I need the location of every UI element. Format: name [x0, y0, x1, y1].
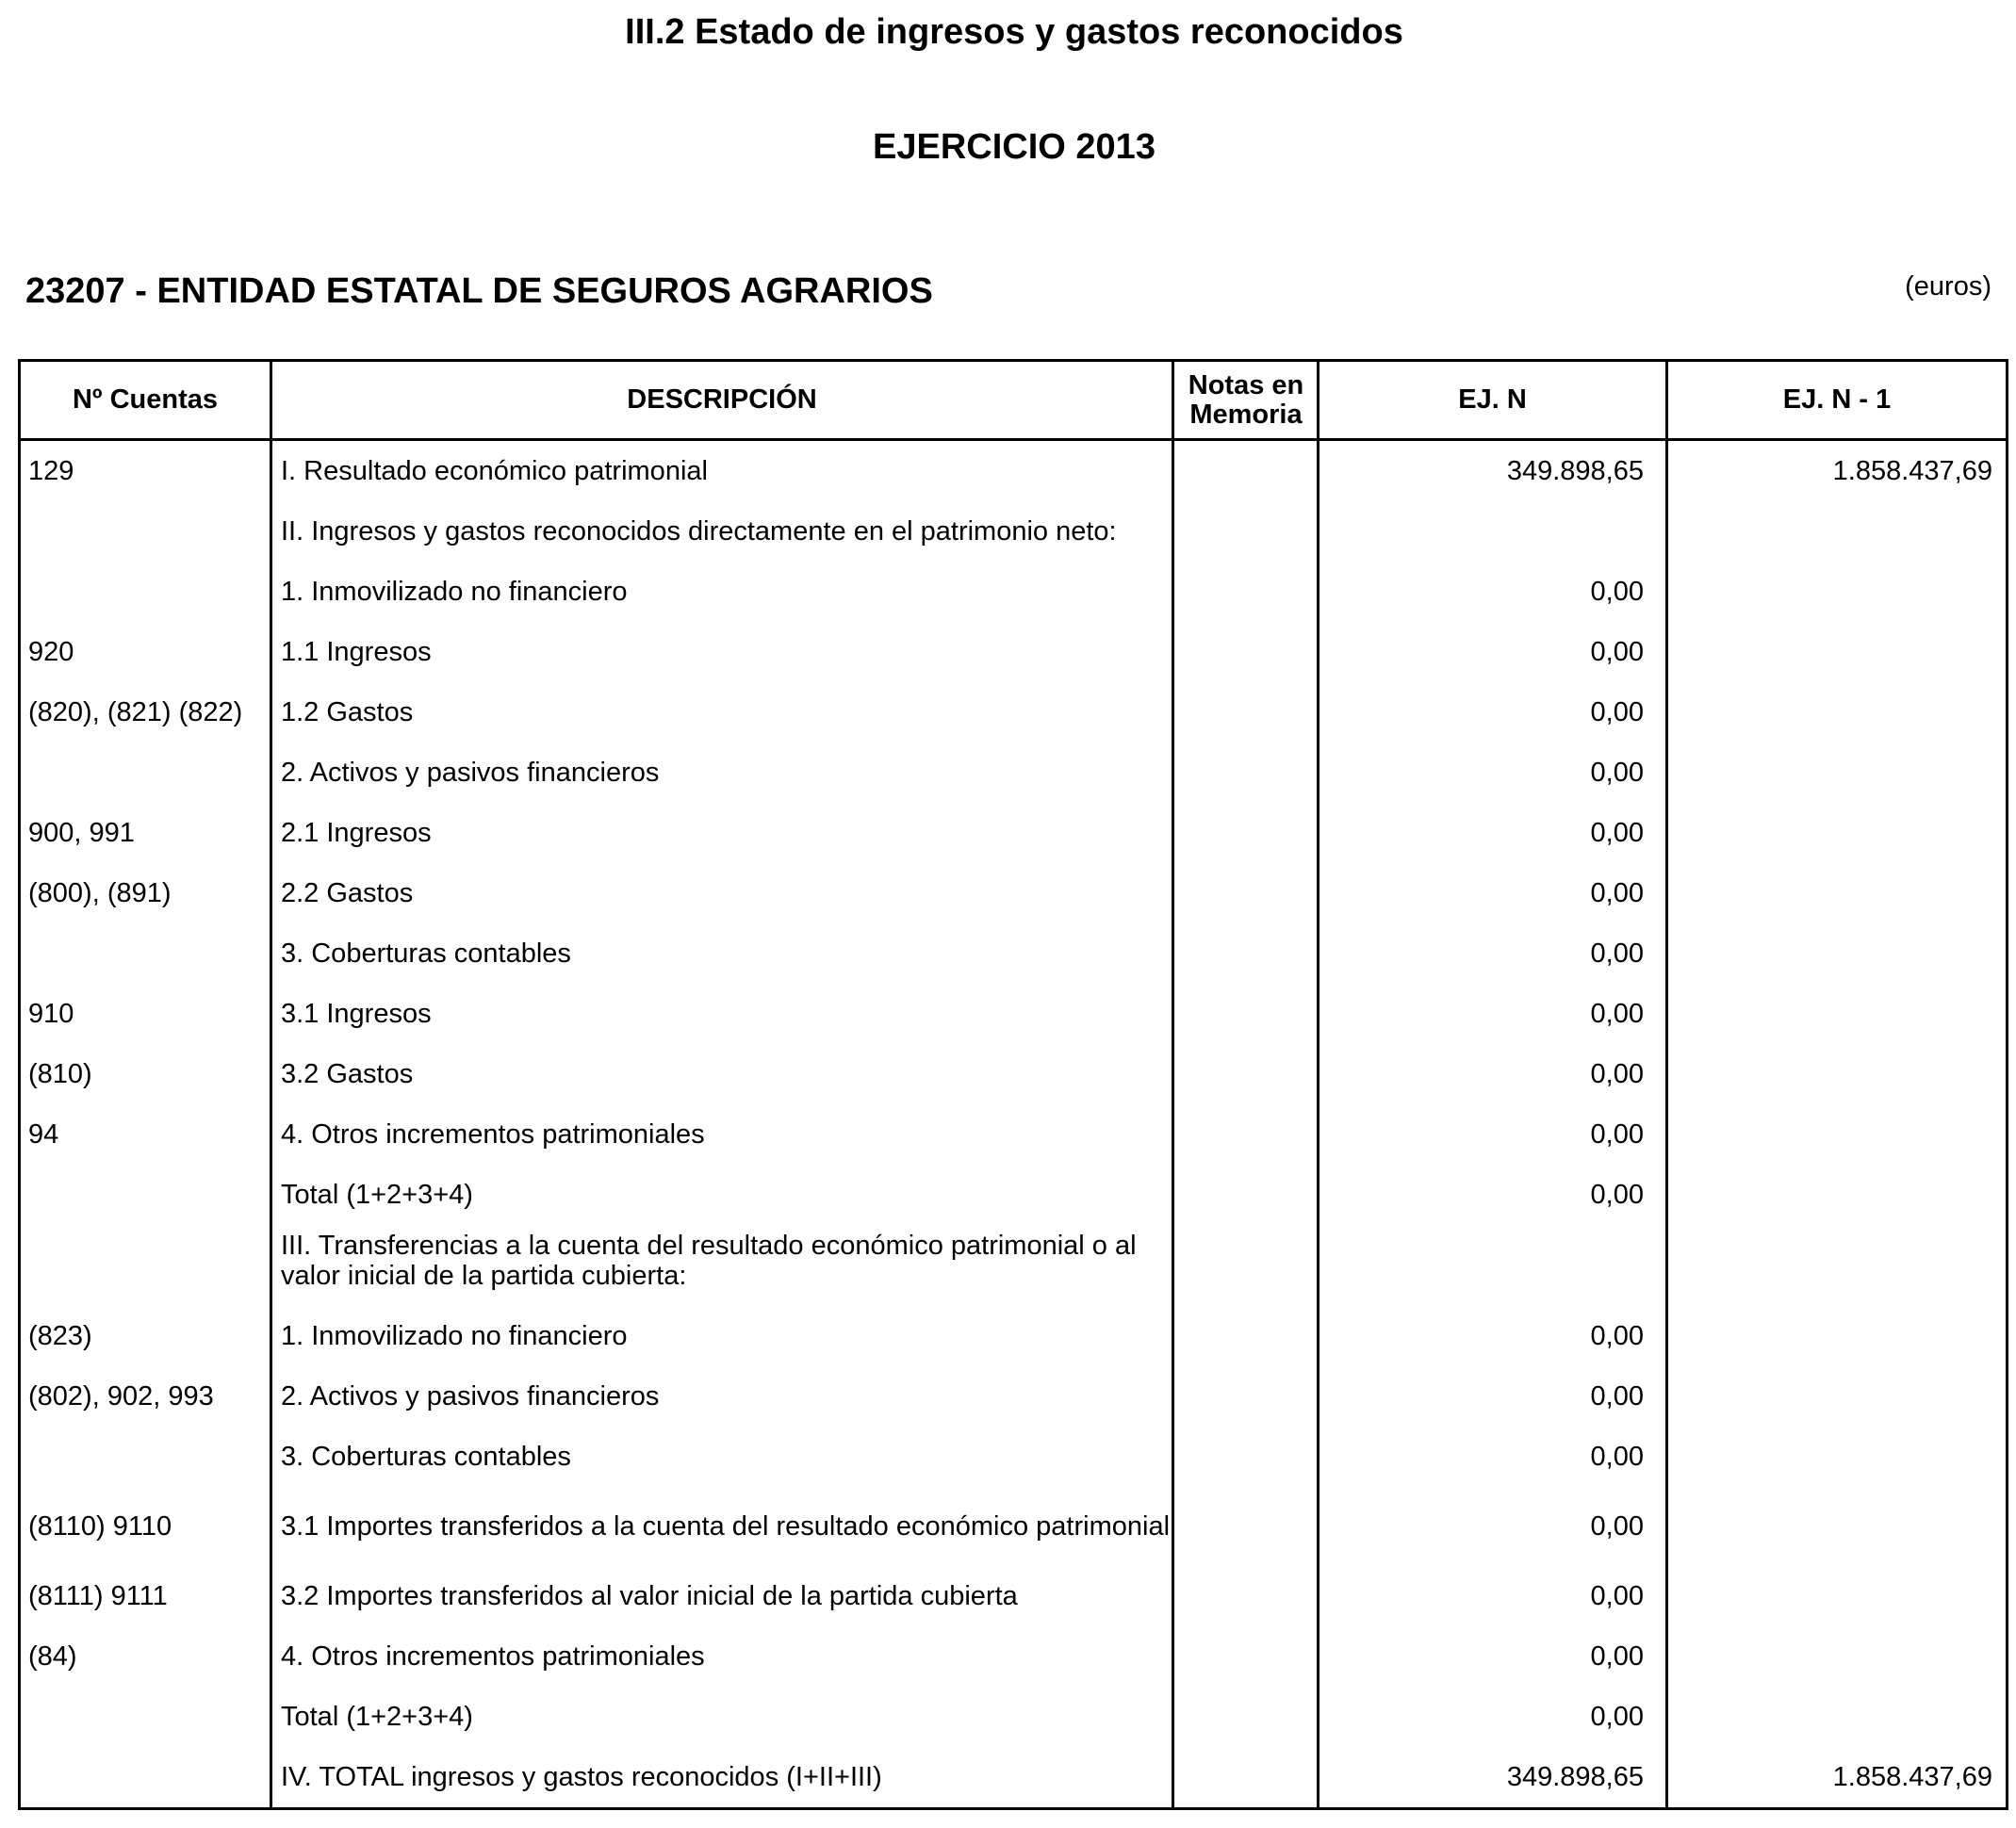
previous-year-cell [1668, 1165, 1992, 1225]
accounts-cell [28, 1687, 273, 1747]
description-cell: 4. Otros incrementos patrimoniales [281, 1119, 705, 1150]
description-cell: 2. Activos y pasivos financieros [281, 758, 660, 788]
previous-year-cell: 1.858.437,69 [1832, 456, 1992, 486]
description-cell: 3.2 Importes transferidos al valor inicial de la partida cubierta [281, 1581, 1018, 1611]
description-cell: 4. Otros incrementos patrimoniales [281, 1641, 705, 1672]
description-cell: 3.1 Ingresos [281, 999, 432, 1029]
previous-year-cell [1668, 622, 1992, 682]
previous-year-cell [1668, 923, 1992, 984]
table-row [21, 1044, 2006, 1104]
accounts-cell [28, 923, 273, 984]
accounts-cell: 129 [28, 456, 74, 486]
previous-year-cell [1668, 682, 1992, 743]
current-year-cell: 0,00 [1590, 1442, 1644, 1472]
table-row [21, 1427, 2006, 1487]
table-row [21, 682, 2006, 743]
current-year-cell: 0,00 [1590, 1180, 1644, 1210]
description-cell: Total (1+2+3+4) [281, 1702, 473, 1732]
current-year-cell: 0,00 [1590, 637, 1644, 667]
current-year-cell: 0,00 [1590, 697, 1644, 727]
current-year-cell [1319, 1225, 1644, 1306]
current-year-cell: 0,00 [1590, 999, 1644, 1029]
accounts-cell: (8111) 9111 [28, 1581, 168, 1611]
header-notes: Notas en Memoria [1188, 369, 1304, 430]
current-year-cell: 0,00 [1590, 1321, 1644, 1351]
table-row [21, 1487, 2006, 1566]
accounts-cell [28, 1747, 273, 1807]
document-title: III.2 Estado de ingresos y gastos reconocidos [625, 12, 1403, 52]
description-cell: III. Transferencias a la cuenta del resultado económico patrimonial o al valor inicial de la partida cubierta: [281, 1231, 1137, 1291]
description-cell: IV. TOTAL ingresos y gastos reconocidos (I+II+III) [281, 1762, 882, 1792]
current-year-cell: 0,00 [1590, 878, 1644, 908]
header-description: DESCRIPCIÓN [627, 384, 817, 415]
table-row [21, 562, 2006, 622]
previous-year-cell [1668, 1044, 1992, 1104]
accounts-cell: (84) [28, 1641, 77, 1672]
header-previous-year: EJ. N - 1 [1782, 384, 1892, 415]
header-accounts: Nº Cuentas [72, 384, 218, 415]
accounts-cell: 94 [28, 1119, 59, 1150]
description-cell: I. Resultado económico patrimonial [281, 456, 708, 486]
description-cell: 2. Activos y pasivos financieros [281, 1381, 660, 1412]
previous-year-cell [1668, 1225, 1992, 1306]
description-cell: II. Ingresos y gastos reconocidos directamente en el patrimonio neto: [281, 516, 1117, 547]
accounts-cell [28, 1165, 273, 1225]
table-row [21, 1566, 2006, 1626]
previous-year-cell [1668, 803, 1992, 863]
table-row [21, 1225, 2006, 1306]
entity-title: 23207 - ENTIDAD ESTATAL DE SEGUROS AGRARIOS [25, 271, 933, 311]
current-year-cell: 0,00 [1590, 1641, 1644, 1672]
table-row [21, 1306, 2006, 1366]
accounts-cell [28, 501, 273, 562]
table-row [21, 1165, 2006, 1225]
previous-year-cell [1668, 1626, 1992, 1687]
table-row [21, 441, 2006, 501]
description-cell: 1.2 Gastos [281, 697, 414, 727]
statement-table [18, 359, 2008, 1810]
previous-year-cell: 1.858.437,69 [1832, 1762, 1992, 1792]
accounts-cell: (820), (821) (822) [28, 697, 243, 727]
current-year-cell: 0,00 [1590, 1059, 1644, 1089]
current-year-cell: 0,00 [1590, 1381, 1644, 1412]
previous-year-cell [1668, 1427, 1992, 1487]
current-year-cell: 349.898,65 [1506, 456, 1644, 486]
description-cell: 1. Inmovilizado no financiero [281, 577, 628, 607]
previous-year-cell [1668, 1487, 1992, 1566]
exercise-title: EJERCICIO 2013 [873, 127, 1156, 167]
table-row [21, 622, 2006, 682]
table-body [21, 441, 2006, 1807]
accounts-cell: (8110) 9110 [28, 1511, 172, 1542]
table-row [21, 743, 2006, 803]
accounts-cell: 900, 991 [28, 818, 135, 848]
current-year-cell: 0,00 [1590, 577, 1644, 607]
table-row [21, 1104, 2006, 1165]
previous-year-cell [1668, 984, 1992, 1044]
description-cell: 1.1 Ingresos [281, 637, 432, 667]
description-cell: 3.1 Importes transferidos a la cuenta del resultado económico patrimonial [281, 1511, 1171, 1542]
table-row [21, 1626, 2006, 1687]
accounts-cell: 920 [28, 637, 74, 667]
table-row [21, 923, 2006, 984]
accounts-cell [28, 1427, 273, 1487]
description-cell: 3.2 Gastos [281, 1059, 414, 1089]
accounts-cell: 910 [28, 999, 74, 1029]
current-year-cell: 349.898,65 [1506, 1762, 1644, 1792]
table-row [21, 501, 2006, 562]
current-year-cell: 0,00 [1590, 1511, 1644, 1542]
header-current-year: EJ. N [1458, 384, 1527, 415]
current-year-cell: 0,00 [1590, 818, 1644, 848]
table-row [21, 803, 2006, 863]
accounts-cell: (802), 902, 993 [28, 1381, 214, 1412]
accounts-cell [28, 562, 273, 622]
current-year-cell [1319, 501, 1644, 562]
current-year-cell: 0,00 [1590, 1119, 1644, 1150]
accounts-cell [28, 743, 273, 803]
previous-year-cell [1668, 1104, 1992, 1165]
description-cell: 2.1 Ingresos [281, 818, 432, 848]
units-label: (euros) [1905, 271, 1991, 302]
previous-year-cell [1668, 501, 1992, 562]
description-cell: Total (1+2+3+4) [281, 1180, 473, 1210]
current-year-cell: 0,00 [1590, 1581, 1644, 1611]
table-row [21, 1687, 2006, 1747]
description-cell: 1. Inmovilizado no financiero [281, 1321, 628, 1351]
current-year-cell: 0,00 [1590, 758, 1644, 788]
accounts-cell: (800), (891) [28, 878, 172, 908]
previous-year-cell [1668, 1687, 1992, 1747]
current-year-cell: 0,00 [1590, 1702, 1644, 1732]
accounts-cell: (823) [28, 1321, 92, 1351]
previous-year-cell [1668, 743, 1992, 803]
current-year-cell: 0,00 [1590, 938, 1644, 969]
accounts-cell [28, 1225, 273, 1306]
previous-year-cell [1668, 1566, 1992, 1626]
previous-year-cell [1668, 562, 1992, 622]
accounts-cell: (810) [28, 1059, 92, 1089]
previous-year-cell [1668, 1306, 1992, 1366]
description-cell: 3. Coberturas contables [281, 938, 571, 969]
description-cell: 2.2 Gastos [281, 878, 414, 908]
description-cell: 3. Coberturas contables [281, 1442, 571, 1472]
table-row [21, 984, 2006, 1044]
previous-year-cell [1668, 863, 1992, 923]
table-row [21, 1747, 2006, 1807]
previous-year-cell [1668, 1366, 1992, 1427]
table-row [21, 1366, 2006, 1427]
table-row [21, 863, 2006, 923]
